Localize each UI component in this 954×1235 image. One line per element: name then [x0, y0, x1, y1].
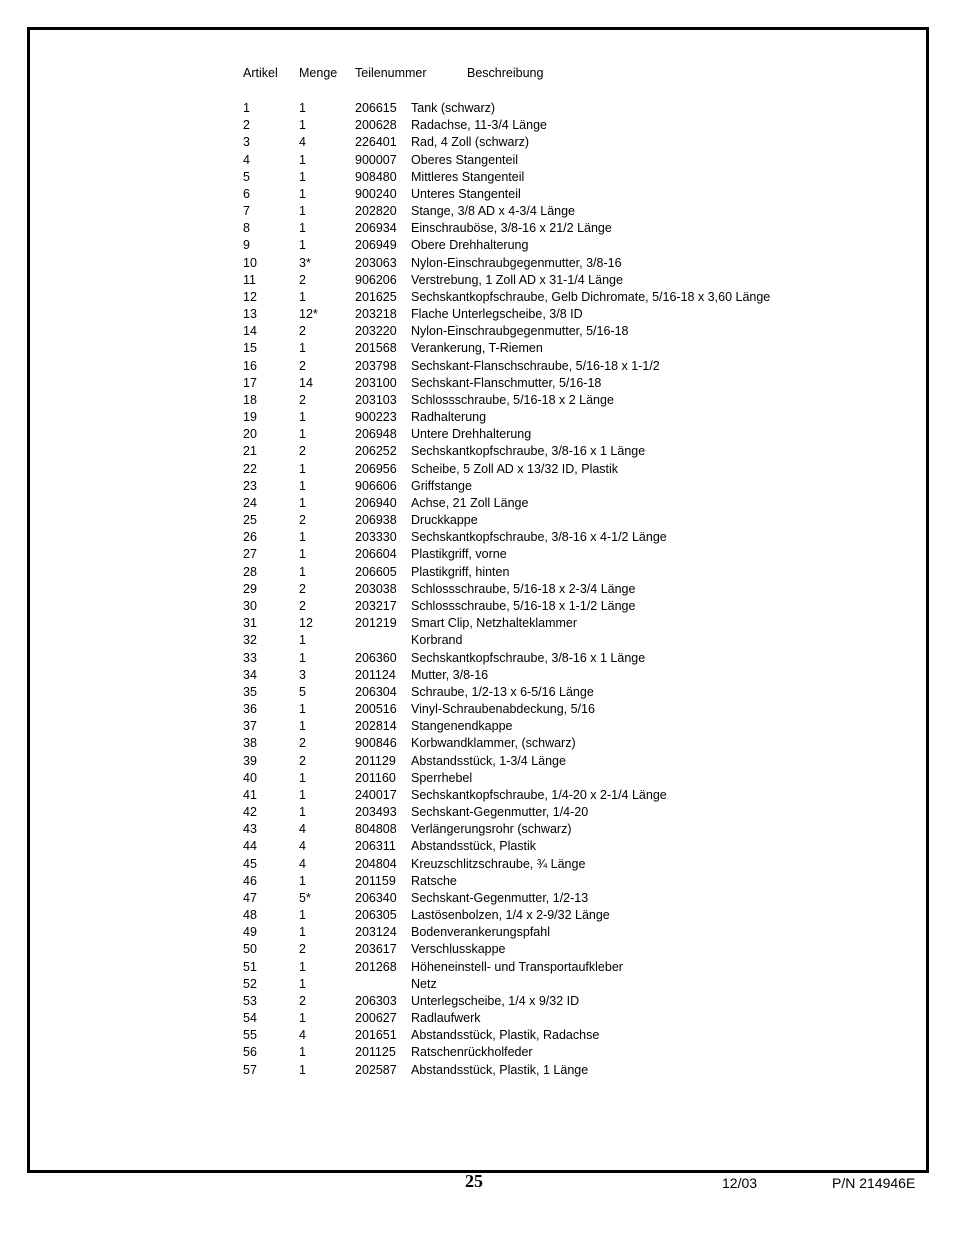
part-number-cell: 201159 [355, 873, 396, 888]
quantity: 2 [299, 581, 306, 596]
part-number-cell: 201124 [355, 667, 396, 682]
part-number-cell: 202820 [355, 204, 397, 219]
description: Verlängerungsrohr (schwarz) [411, 822, 572, 837]
part-number-cell: 201651 [355, 1028, 397, 1043]
part-number-cell: 203798 [355, 358, 397, 373]
description: Flache Unterlegscheibe, 3/8 ID [411, 307, 583, 322]
parts-row [243, 685, 863, 702]
parts-row [243, 238, 863, 255]
item-number: 31 [243, 616, 257, 631]
quantity: 2 [299, 753, 306, 768]
item-number: 15 [243, 341, 257, 356]
parts-row [243, 1045, 863, 1062]
description: Schlossschraube, 5/16-18 x 2 Länge [411, 392, 614, 407]
part-number-cell: 203103 [355, 392, 397, 407]
description: Schlossschraube, 5/16-18 x 1-1/2 Länge [411, 598, 636, 613]
parts-row [243, 994, 863, 1011]
parts-row [243, 290, 863, 307]
parts-row [243, 977, 863, 994]
description: Sechskant-Flanschmutter, 5/16-18 [411, 375, 602, 390]
part-number-cell: 200628 [355, 118, 397, 133]
quantity: 1 [299, 341, 306, 356]
item-number: 16 [243, 358, 257, 373]
item-number: 13 [243, 307, 257, 322]
part-number-cell: 226401 [355, 135, 397, 150]
quantity: 1 [299, 101, 306, 115]
item-number: 52 [243, 976, 257, 991]
description: Abstandsstück, 1-3/4 Länge [411, 753, 566, 768]
description: Radhalterung [411, 410, 487, 425]
quantity: 1 [299, 547, 306, 562]
quantity: 1 [299, 1045, 306, 1060]
quantity: 1 [299, 1062, 306, 1077]
item-number: 20 [243, 427, 257, 442]
parts-row [243, 754, 863, 771]
part-number-cell: 201125 [355, 1045, 396, 1060]
description: Korbrand [411, 633, 463, 648]
quantity: 1 [299, 564, 306, 579]
parts-row [243, 221, 863, 238]
parts-row [243, 530, 863, 547]
parts-row [243, 839, 863, 856]
quantity: 1 [299, 959, 306, 974]
description: Sechskantkopfschraube, Gelb Dichromate, 5/16-18 x 3,60 Länge [411, 289, 771, 304]
quantity: 1 [299, 410, 306, 425]
part-number-cell: 206252 [355, 444, 397, 459]
item-number: 36 [243, 702, 257, 717]
parts-row [243, 942, 863, 959]
description: Smart Clip, Netzhalteklammer [411, 616, 578, 631]
description: Abstandsstück, Plastik [411, 839, 537, 854]
header-beschreibung: Beschreibung [467, 66, 544, 80]
header-menge: Menge [299, 66, 338, 80]
parts-row [243, 582, 863, 599]
quantity: 1 [299, 633, 306, 648]
part-number-cell: 201568 [355, 341, 397, 356]
description: Schraube, 1/2-13 x 6-5/16 Länge [411, 684, 594, 699]
description: Mutter, 3/8-16 [411, 667, 489, 682]
part-number-cell: 206938 [355, 513, 397, 528]
quantity: 1 [299, 204, 306, 219]
quantity: 2 [299, 444, 306, 459]
item-number: 11 [243, 272, 256, 287]
item-number: 32 [243, 633, 257, 648]
part-number-cell: 206604 [355, 547, 397, 562]
description: Sechskant-Gegenmutter, 1/4-20 [411, 805, 589, 820]
quantity: 1 [299, 152, 306, 167]
parts-row [243, 101, 863, 118]
description: Lastösenbolzen, 1/4 x 2-9/32 Länge [411, 908, 610, 923]
part-number: P/N 214946E [832, 1175, 916, 1191]
parts-row [243, 479, 863, 496]
item-number: 27 [243, 547, 257, 562]
parts-row [243, 547, 863, 564]
item-number: 44 [243, 839, 257, 854]
item-number: 34 [243, 667, 257, 682]
part-number-cell: 206305 [355, 908, 397, 923]
description: Radlaufwerk [411, 1011, 481, 1026]
parts-row [243, 702, 863, 719]
quantity: 1 [299, 873, 306, 888]
item-number: 18 [243, 392, 257, 407]
parts-row [243, 874, 863, 891]
item-number: 12 [243, 289, 257, 304]
part-number-cell: 200627 [355, 1011, 397, 1026]
parts-row [243, 719, 863, 736]
description: Sperrhebel [411, 770, 473, 785]
item-number: 47 [243, 890, 257, 905]
description: Einschrauböse, 3/8-16 x 21/2 Länge [411, 221, 612, 236]
parts-row [243, 599, 863, 616]
item-number: 53 [243, 993, 257, 1008]
part-number-cell: 203124 [355, 925, 397, 940]
item-number: 42 [243, 805, 257, 820]
parts-row [243, 273, 863, 290]
parts-row [243, 324, 863, 341]
footer-date: 12/03 [722, 1175, 758, 1191]
item-number: 33 [243, 650, 257, 665]
quantity: 1 [299, 770, 306, 785]
item-number: 40 [243, 770, 257, 785]
item-number: 51 [243, 959, 257, 974]
quantity: 2 [299, 358, 306, 373]
part-number-cell: 908480 [355, 169, 397, 184]
part-number-cell: 201219 [355, 616, 397, 631]
description: Achse, 21 Zoll Länge [411, 495, 529, 510]
part-number-cell: 900007 [355, 152, 397, 167]
parts-row [243, 1063, 863, 1080]
quantity: 1 [299, 650, 306, 665]
parts-row [243, 513, 863, 530]
parts-row [243, 135, 863, 152]
part-number-cell: 201625 [355, 289, 397, 304]
part-number-cell: 203217 [355, 598, 397, 613]
parts-row [243, 616, 863, 633]
part-number-cell: 206615 [355, 101, 397, 115]
part-number-cell: 206956 [355, 461, 397, 476]
description: Höheneinstell- und Transportaufkleber [411, 959, 623, 974]
description: Unterlegscheibe, 1/4 x 9/32 ID [411, 993, 580, 1008]
part-number-cell: 200516 [355, 702, 397, 717]
item-number: 49 [243, 925, 257, 940]
item-number: 28 [243, 564, 257, 579]
quantity: 12 [299, 616, 313, 631]
parts-row [243, 341, 863, 358]
part-number-cell: 201129 [355, 753, 396, 768]
quantity: 1 [299, 530, 306, 545]
item-number: 1 [243, 101, 250, 115]
quantity: 4 [299, 856, 306, 871]
item-number: 35 [243, 684, 257, 699]
part-number-cell: 203617 [355, 942, 397, 957]
part-number-cell: 204804 [355, 856, 397, 871]
part-number-cell: 906606 [355, 478, 397, 493]
item-number: 23 [243, 478, 257, 493]
parts-row [243, 376, 863, 393]
part-number-cell: 900223 [355, 410, 397, 425]
description: Ratschenrückholfeder [411, 1045, 533, 1060]
part-number-cell: 203063 [355, 255, 397, 270]
part-number-cell: 240017 [355, 787, 397, 802]
quantity: 1 [299, 289, 306, 304]
description: Nylon-Einschraubgegenmutter, 3/8-16 [411, 255, 622, 270]
description: Griffstange [411, 478, 472, 493]
quantity: 1 [299, 908, 306, 923]
item-number: 22 [243, 461, 257, 476]
part-number-cell: 206304 [355, 684, 397, 699]
item-number: 43 [243, 822, 257, 837]
item-number: 50 [243, 942, 257, 957]
parts-row [243, 410, 863, 427]
description: Kreuzschlitzschraube, ¾ Länge [411, 856, 586, 871]
quantity: 1 [299, 427, 306, 442]
parts-list [243, 101, 863, 1080]
item-number: 45 [243, 856, 257, 871]
description: Verankerung, T-Riemen [411, 341, 543, 356]
quantity: 4 [299, 822, 306, 837]
quantity: 1 [299, 186, 306, 201]
parts-row [243, 822, 863, 839]
quantity: 1 [299, 787, 306, 802]
quantity: 4 [299, 135, 306, 150]
quantity: 3* [299, 255, 311, 270]
item-number: 6 [243, 186, 250, 201]
item-number: 56 [243, 1045, 257, 1060]
part-number-cell: 206940 [355, 495, 397, 510]
description: Schlossschraube, 5/16-18 x 2-3/4 Länge [411, 581, 636, 596]
description: Nylon-Einschraubgegenmutter, 5/16-18 [411, 324, 629, 339]
description: Vinyl-Schraubenabdeckung, 5/16 [411, 702, 595, 717]
description: Mittleres Stangenteil [411, 169, 525, 184]
quantity: 2 [299, 598, 306, 613]
item-number: 46 [243, 873, 257, 888]
description: Sechskantkopfschraube, 1/4-20 x 2-1/4 Länge [411, 787, 667, 802]
page-number: 25 [465, 1171, 483, 1191]
part-number-cell: 906206 [355, 272, 397, 287]
description: Sechskantkopfschraube, 3/8-16 x 1 Länge [411, 444, 646, 459]
part-number-cell: 202587 [355, 1062, 397, 1077]
parts-row [243, 805, 863, 822]
description: Scheibe, 5 Zoll AD x 13/32 ID, Plastik [411, 461, 619, 476]
item-number: 17 [243, 375, 257, 390]
quantity: 1 [299, 169, 306, 184]
quantity: 2 [299, 272, 306, 287]
part-number-cell: 206605 [355, 564, 397, 579]
description: Tank (schwarz) [411, 101, 496, 115]
item-number: 48 [243, 908, 257, 923]
parts-row [243, 153, 863, 170]
quantity: 2 [299, 942, 306, 957]
parts-row [243, 307, 863, 324]
part-number-cell: 203220 [355, 324, 397, 339]
parts-row [243, 857, 863, 874]
quantity: 2 [299, 392, 306, 407]
item-number: 8 [243, 221, 250, 236]
parts-row [243, 891, 863, 908]
description: Sechskant-Flanschschraube, 5/16-18 x 1-1/2 [411, 358, 660, 373]
part-number-cell: 206360 [355, 650, 397, 665]
parts-row [243, 393, 863, 410]
description: Ratsche [411, 873, 457, 888]
item-number: 24 [243, 495, 257, 510]
header-teilenummer: Teilenummer [355, 66, 427, 80]
part-number-cell: 203493 [355, 805, 397, 820]
description: Stange, 3/8 AD x 4-3/4 Länge [411, 204, 576, 219]
description: Unteres Stangenteil [411, 186, 521, 201]
quantity: 2 [299, 993, 306, 1008]
part-number-cell: 206948 [355, 427, 397, 442]
item-number: 2 [243, 118, 250, 133]
parts-row [243, 736, 863, 753]
parts-row [243, 118, 863, 135]
quantity: 14 [299, 375, 313, 390]
item-number: 7 [243, 204, 250, 219]
description: Stangenendkappe [411, 719, 513, 734]
item-number: 41 [243, 787, 257, 802]
part-number-cell: 203330 [355, 530, 397, 545]
quantity: 1 [299, 702, 306, 717]
quantity: 1 [299, 461, 306, 476]
part-number-cell: 206340 [355, 890, 397, 905]
part-number-cell: 203100 [355, 375, 397, 390]
parts-row [243, 444, 863, 461]
quantity: 4 [299, 1028, 306, 1043]
quantity: 12* [299, 307, 318, 322]
parts-row [243, 256, 863, 273]
parts-row [243, 771, 863, 788]
description: Netz [411, 976, 437, 991]
parts-row [243, 960, 863, 977]
parts-row [243, 204, 863, 221]
quantity: 5* [299, 890, 311, 905]
quantity: 2 [299, 513, 306, 528]
quantity: 1 [299, 238, 306, 253]
item-number: 39 [243, 753, 257, 768]
parts-row [243, 633, 863, 650]
part-number-cell: 206311 [355, 839, 396, 854]
quantity: 1 [299, 925, 306, 940]
description: Rad, 4 Zoll (schwarz) [411, 135, 530, 150]
quantity: 1 [299, 495, 306, 510]
parts-row [243, 496, 863, 513]
part-number-cell: 206303 [355, 993, 397, 1008]
description: Bodenverankerungspfahl [411, 925, 550, 940]
parts-row [243, 788, 863, 805]
description: Oberes Stangenteil [411, 152, 519, 167]
description: Abstandsstück, Plastik, 1 Länge [411, 1062, 589, 1077]
description: Obere Drehhalterung [411, 238, 529, 253]
item-number: 4 [243, 152, 250, 167]
parts-row [243, 1028, 863, 1045]
description: Korbwandklammer, (schwarz) [411, 736, 576, 751]
parts-row [243, 1011, 863, 1028]
description: Sechskant-Gegenmutter, 1/2-13 [411, 890, 589, 905]
part-number-cell: 203218 [355, 307, 397, 322]
part-number-cell: 203038 [355, 581, 397, 596]
part-number-cell: 201160 [355, 770, 396, 785]
part-number-cell: 804808 [355, 822, 397, 837]
part-number-cell: 206934 [355, 221, 397, 236]
description: Abstandsstück, Plastik, Radachse [411, 1028, 600, 1043]
quantity: 3 [299, 667, 306, 682]
description: Sechskantkopfschraube, 3/8-16 x 4-1/2 Länge [411, 530, 667, 545]
parts-row [243, 565, 863, 582]
description: Radachse, 11-3/4 Länge [411, 118, 547, 133]
parts-row [243, 170, 863, 187]
quantity: 1 [299, 805, 306, 820]
quantity: 5 [299, 684, 306, 699]
part-number-cell: 206949 [355, 238, 397, 253]
quantity: 1 [299, 1011, 306, 1026]
item-number: 19 [243, 410, 257, 425]
item-number: 25 [243, 513, 257, 528]
item-number: 3 [243, 135, 250, 150]
quantity: 2 [299, 324, 306, 339]
description: Sechskantkopfschraube, 3/8-16 x 1 Länge [411, 650, 646, 665]
part-number-cell: 202814 [355, 719, 397, 734]
item-number: 38 [243, 736, 257, 751]
item-number: 29 [243, 581, 257, 596]
item-number: 21 [243, 444, 257, 459]
description: Untere Drehhalterung [411, 427, 532, 442]
part-number-cell: 900240 [355, 186, 397, 201]
quantity: 1 [299, 976, 306, 991]
item-number: 37 [243, 719, 257, 734]
quantity: 1 [299, 719, 306, 734]
item-number: 10 [243, 255, 257, 270]
item-number: 55 [243, 1028, 257, 1043]
item-number: 9 [243, 238, 250, 253]
parts-row [243, 187, 863, 204]
description: Plastikgriff, hinten [411, 564, 510, 579]
quantity: 1 [299, 118, 306, 133]
item-number: 54 [243, 1011, 257, 1026]
item-number: 26 [243, 530, 257, 545]
description: Verstrebung, 1 Zoll AD x 31-1/4 Länge [411, 272, 623, 287]
item-number: 57 [243, 1062, 257, 1077]
parts-row [243, 668, 863, 685]
header-artikel: Artikel [243, 66, 278, 80]
item-number: 14 [243, 324, 257, 339]
parts-row [243, 462, 863, 479]
quantity: 2 [299, 736, 306, 751]
description: Druckkappe [411, 513, 478, 528]
description: Verschlusskappe [411, 942, 506, 957]
parts-row [243, 651, 863, 668]
quantity: 1 [299, 221, 306, 236]
part-number-cell: 201268 [355, 959, 397, 974]
parts-row [243, 925, 863, 942]
parts-row [243, 427, 863, 444]
parts-row [243, 359, 863, 376]
quantity: 1 [299, 478, 306, 493]
description: Plastikgriff, vorne [411, 547, 507, 562]
item-number: 30 [243, 598, 257, 613]
parts-row [243, 908, 863, 925]
part-number-cell: 900846 [355, 736, 397, 751]
quantity: 4 [299, 839, 306, 854]
item-number: 5 [243, 169, 250, 184]
